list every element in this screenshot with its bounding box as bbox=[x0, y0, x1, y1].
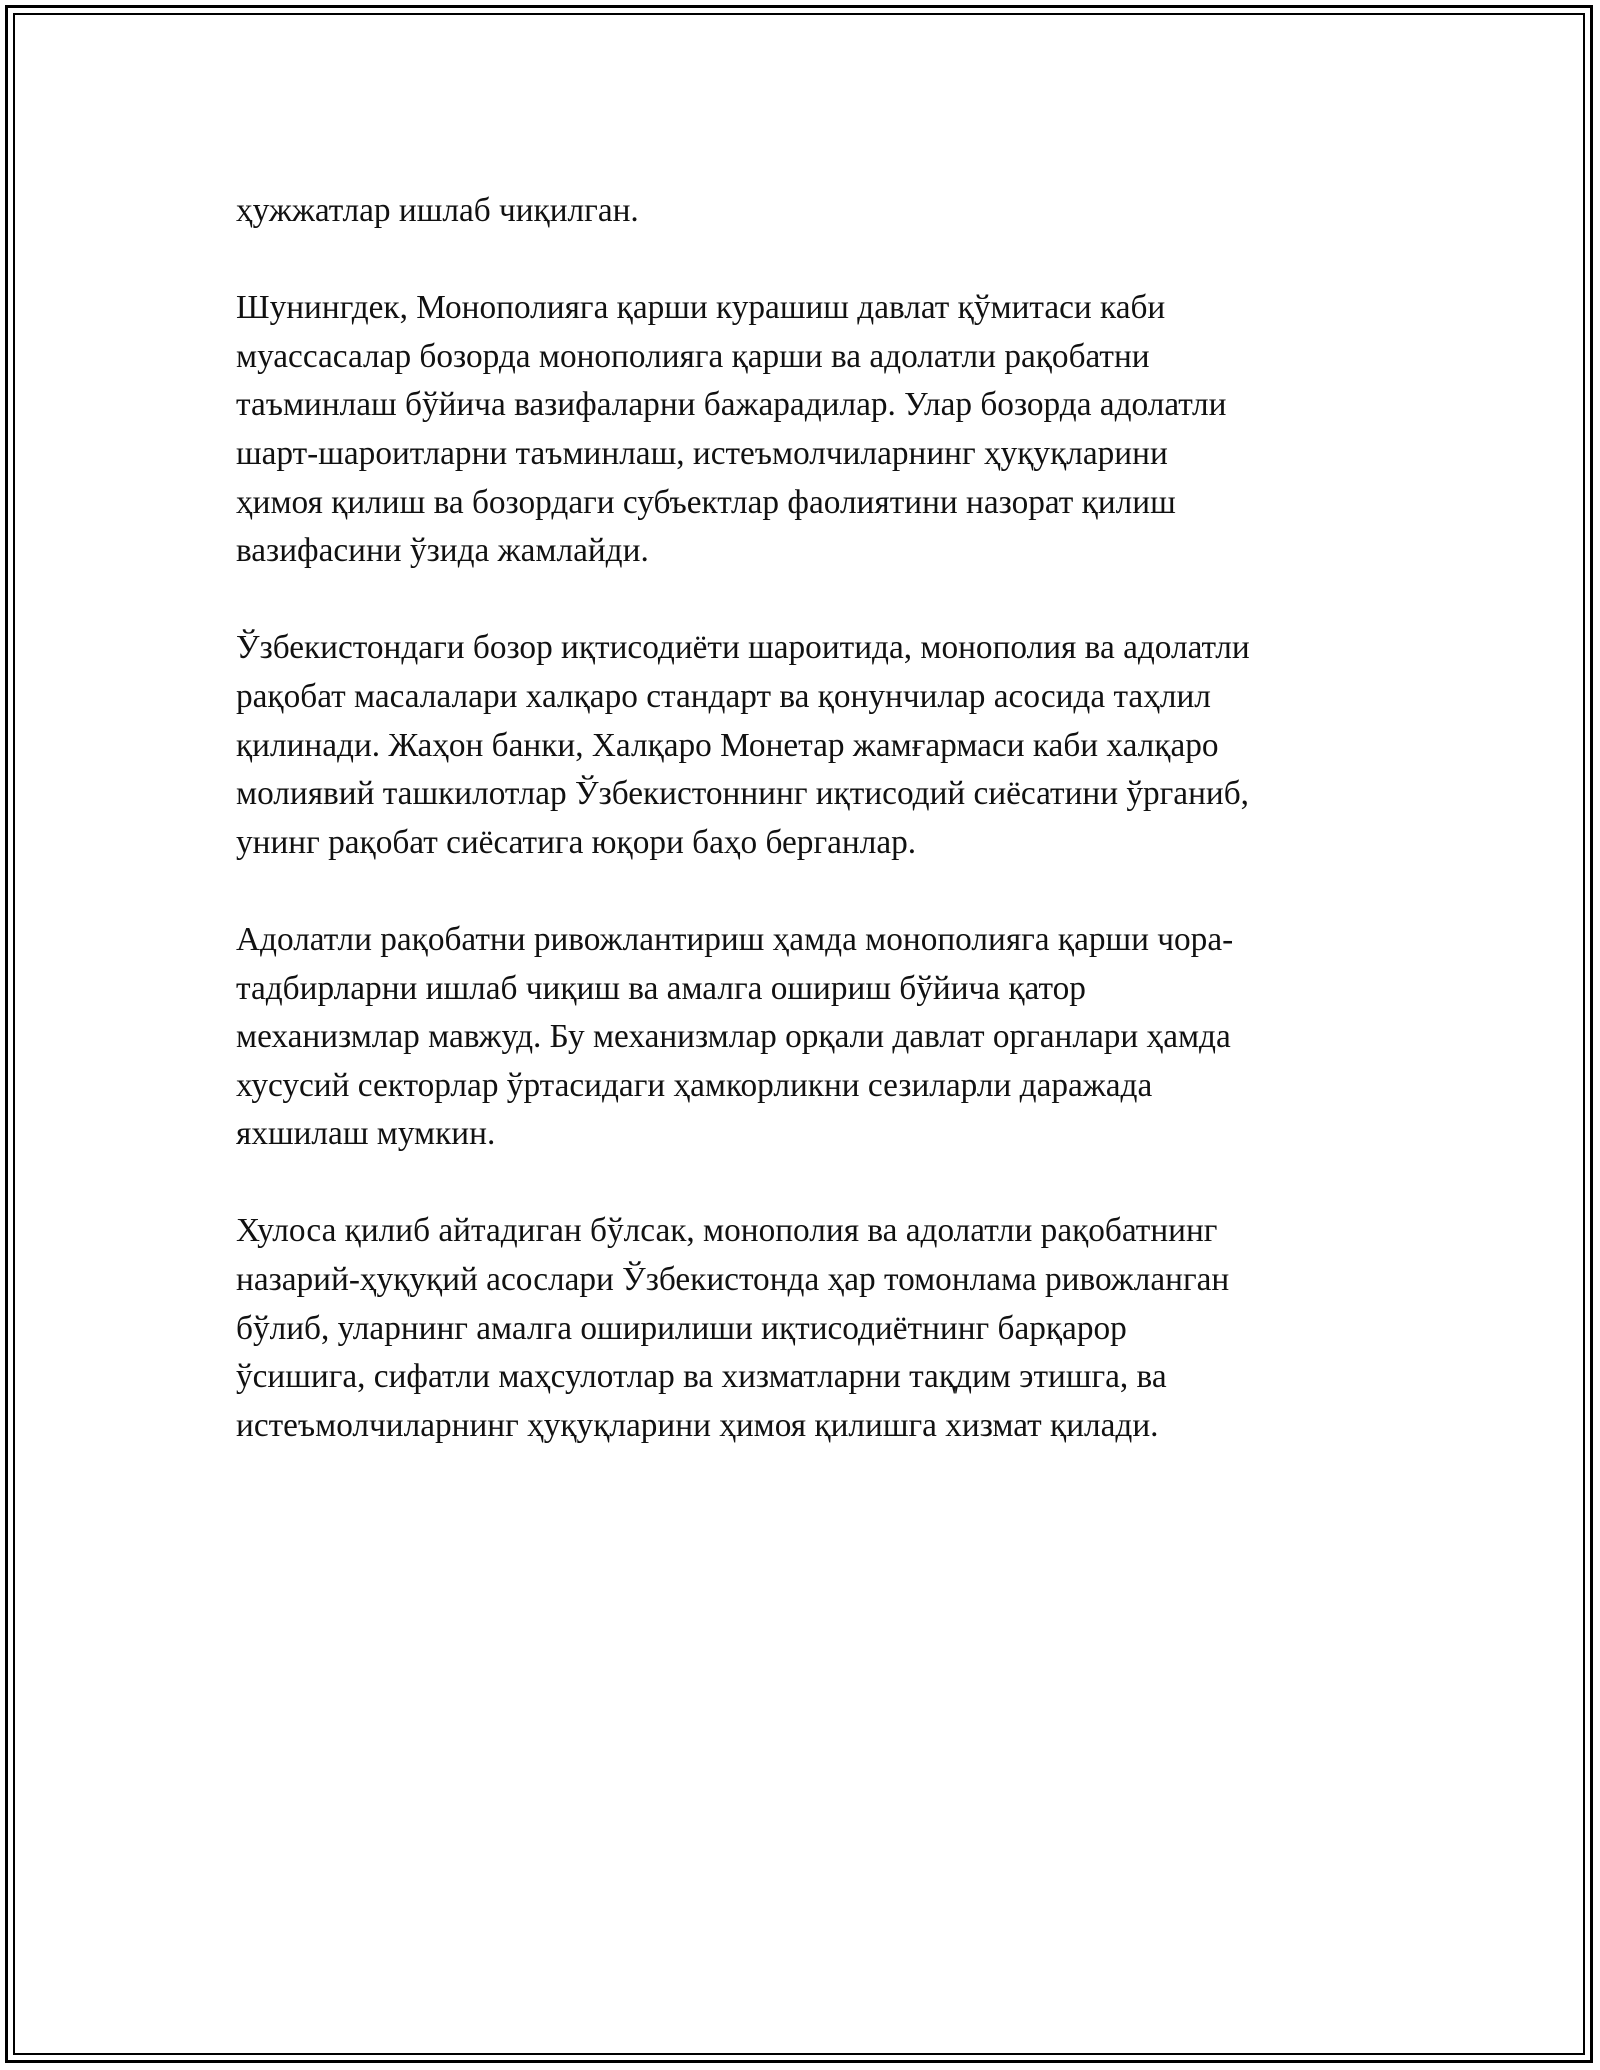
document-body bbox=[236, 187, 1376, 1499]
paragraph-antimonopoly-committee: Шунингдек, Монополияга қарши курашиш давлат қўмитаси каби муассасалар бозорда монополияга қарши ва адолатли рақобатни таъминлаш бўйича вазифаларни бажарадилар. Улар бозорда адолатли шарт-шароитларни таъминлаш, истеъмолчиларнинг ҳуқуқларини ҳимоя қилиш ва бозордаги субъектлар фаолиятини назорат қилиш вазифасини ўзида жамлайди. bbox=[236, 289, 1227, 570]
paragraph-conclusion: Хулоса қилиб айтадиган бўлсак, монополия ва адолатли рақобатнинг назарий-ҳуқуқий асослари Ўзбекистонда ҳар томонлама ривожланган бўлиб, уларнинг амалга оширилиши иқтисодиётнинг барқарор ўсишига, сифатли маҳсулотлар ва хизматларни тақдим этишга, ва истеъмолчиларнинг ҳуқуқларини ҳимоя қилишга хизмат қилади. bbox=[236, 1212, 1230, 1444]
paragraph-continuation: ҳужжатлар ишлаб чиқилган. bbox=[236, 192, 639, 229]
paragraph-market-economy: Ўзбекистондаги бозор иқтисодиёти шароитида, монополия ва адолатли рақобат масалалари халқаро стандарт ва қонунчилар асосида таҳлил қилинади. Жаҳон банки, Халқаро Монетар жамғармаси каби халқаро молиявий ташкилотлар Ўзбекистоннинг иқтисодий сиёсатини ўрганиб, унинг рақобат сиёсатига юқори баҳо берганлар. bbox=[236, 629, 1250, 861]
paragraph-fair-competition-mechanisms: Адолатли рақобатни ривожлантириш ҳамда монополияга қарши чора- тадбирларни ишлаб чиқиш ва амалга ошириш бўйича қатор механизмлар мавжуд. Бу механизмлар орқали давлат органлари ҳамда хусусий секторлар ўртасидаги ҳамкорликни сезиларли даражада яхшилаш мумкин. bbox=[236, 920, 1234, 1153]
